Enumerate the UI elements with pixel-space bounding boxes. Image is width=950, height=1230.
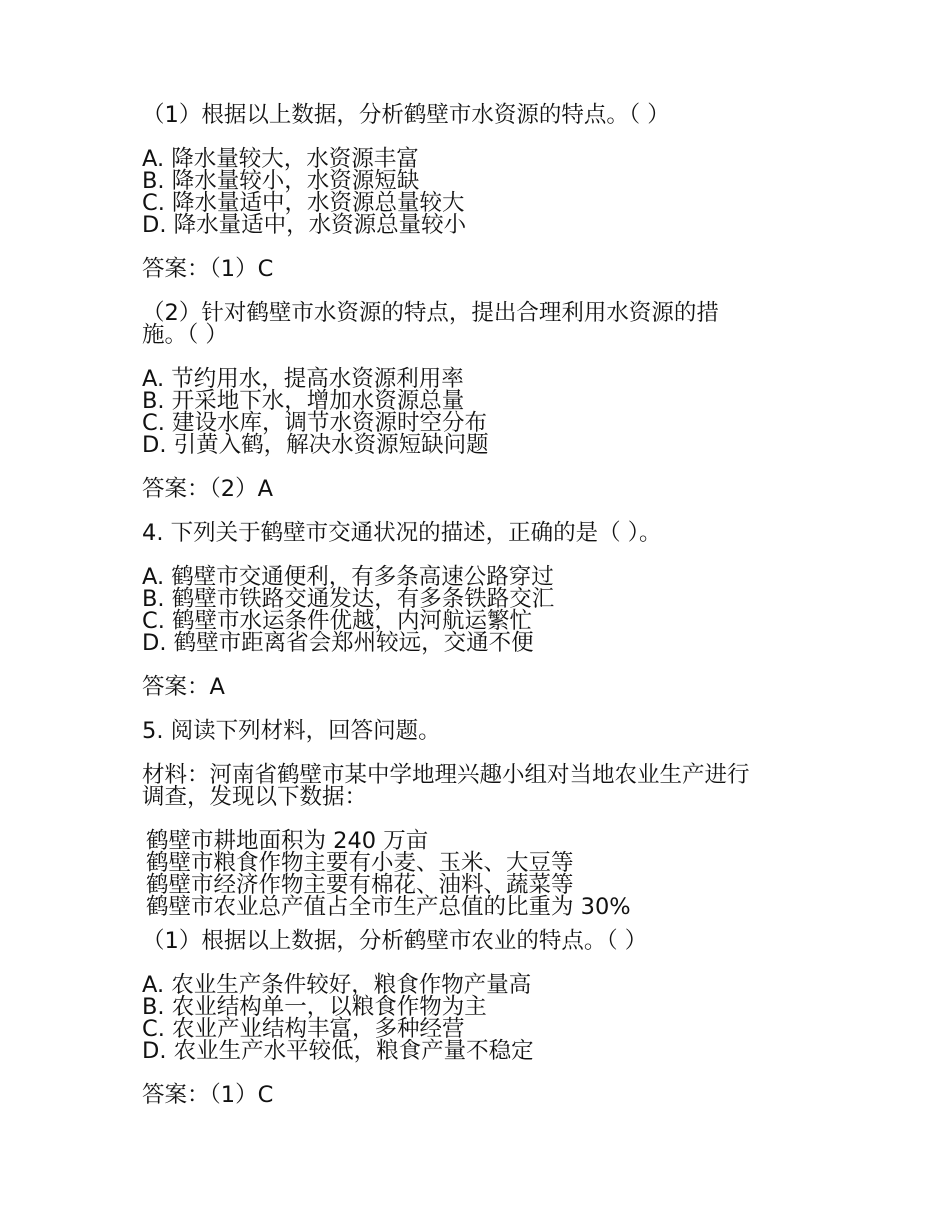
option-c: C. 农业产业结构丰富，多种经营 — [142, 1016, 465, 1042]
question-5-1 — [142, 930, 822, 952]
answer — [142, 478, 822, 500]
option-a: A. 降水量较大，水资源丰富 — [142, 146, 419, 172]
option-d: D. 鹤壁市距离省会郑州较远，交通不便 — [142, 630, 534, 656]
data-item: 鹤壁市耕地面积为 240 万亩 — [146, 828, 429, 854]
question-5 — [142, 720, 822, 742]
option-d: D. 引黄入鹤，解决水资源短缺问题 — [142, 432, 489, 458]
question-text: （1）根据以上数据，分析鹤壁市水资源的特点。（ ） — [142, 102, 670, 128]
answer — [142, 1084, 822, 1106]
options-list — [142, 368, 822, 456]
option-a: A. 农业生产条件较好，粮食作物产量高 — [142, 972, 532, 998]
question-3-2 — [142, 302, 822, 346]
document-page — [142, 104, 822, 1106]
question-4 — [142, 522, 822, 544]
material-line-2: 调查，发现以下数据： — [142, 784, 368, 810]
answer — [142, 676, 822, 698]
data-item: 鹤壁市经济作物主要有棉花、油料、蔬菜等 — [146, 872, 574, 898]
option-a: A. 鹤壁市交通便利，有多条高速公路穿过 — [142, 564, 554, 590]
answer — [142, 258, 822, 280]
option-a: A. 节约用水，提高水资源利用率 — [142, 366, 464, 392]
answer-text: 答案：（2）A — [142, 476, 273, 502]
option-b: B. 鹤壁市铁路交通发达，有多条铁路交汇 — [142, 586, 555, 612]
option-b: B. 农业结构单一，以粮食作物为主 — [142, 994, 487, 1020]
option-d: D. 降水量适中，水资源总量较小 — [142, 212, 467, 238]
answer-text: 答案：（1）C — [142, 256, 274, 282]
answer-text: 答案：A — [142, 674, 225, 700]
question-text: 5. 阅读下列材料，回答问题。 — [142, 718, 441, 744]
question-text-line-2: 施。（ ） — [142, 322, 228, 348]
data-list — [142, 830, 822, 918]
option-c: C. 降水量适中，水资源总量较大 — [142, 190, 465, 216]
answer-text: 答案：（1）C — [142, 1082, 274, 1108]
option-d: D. 农业生产水平较低，粮食产量不稳定 — [142, 1038, 534, 1064]
material — [142, 764, 822, 808]
option-b: B. 降水量较小，水资源短缺 — [142, 168, 420, 194]
question-3-1 — [142, 104, 822, 126]
data-item: 鹤壁市粮食作物主要有小麦、玉米、大豆等 — [146, 850, 574, 876]
option-b: B. 开采地下水，增加水资源总量 — [142, 388, 465, 414]
question-text: 4. 下列关于鹤壁市交通状况的描述，正确的是（ ）。 — [142, 520, 662, 546]
question-text: （1）根据以上数据，分析鹤壁市农业的特点。（ ） — [142, 928, 648, 954]
option-c: C. 鹤壁市水运条件优越，内河航运繁忙 — [142, 608, 533, 634]
option-c: C. 建设水库，调节水资源时空分布 — [142, 410, 488, 436]
options-list — [142, 566, 822, 654]
data-item: 鹤壁市农业总产值占全市生产总值的比重为 30% — [146, 894, 631, 920]
material-line-1: 材料：河南省鹤壁市某中学地理兴趣小组对当地农业生产进行 — [142, 762, 750, 788]
options-list — [142, 974, 822, 1062]
options-list — [142, 148, 822, 236]
question-text-line-1: （2）针对鹤壁市水资源的特点，提出合理利用水资源的措 — [142, 300, 719, 326]
